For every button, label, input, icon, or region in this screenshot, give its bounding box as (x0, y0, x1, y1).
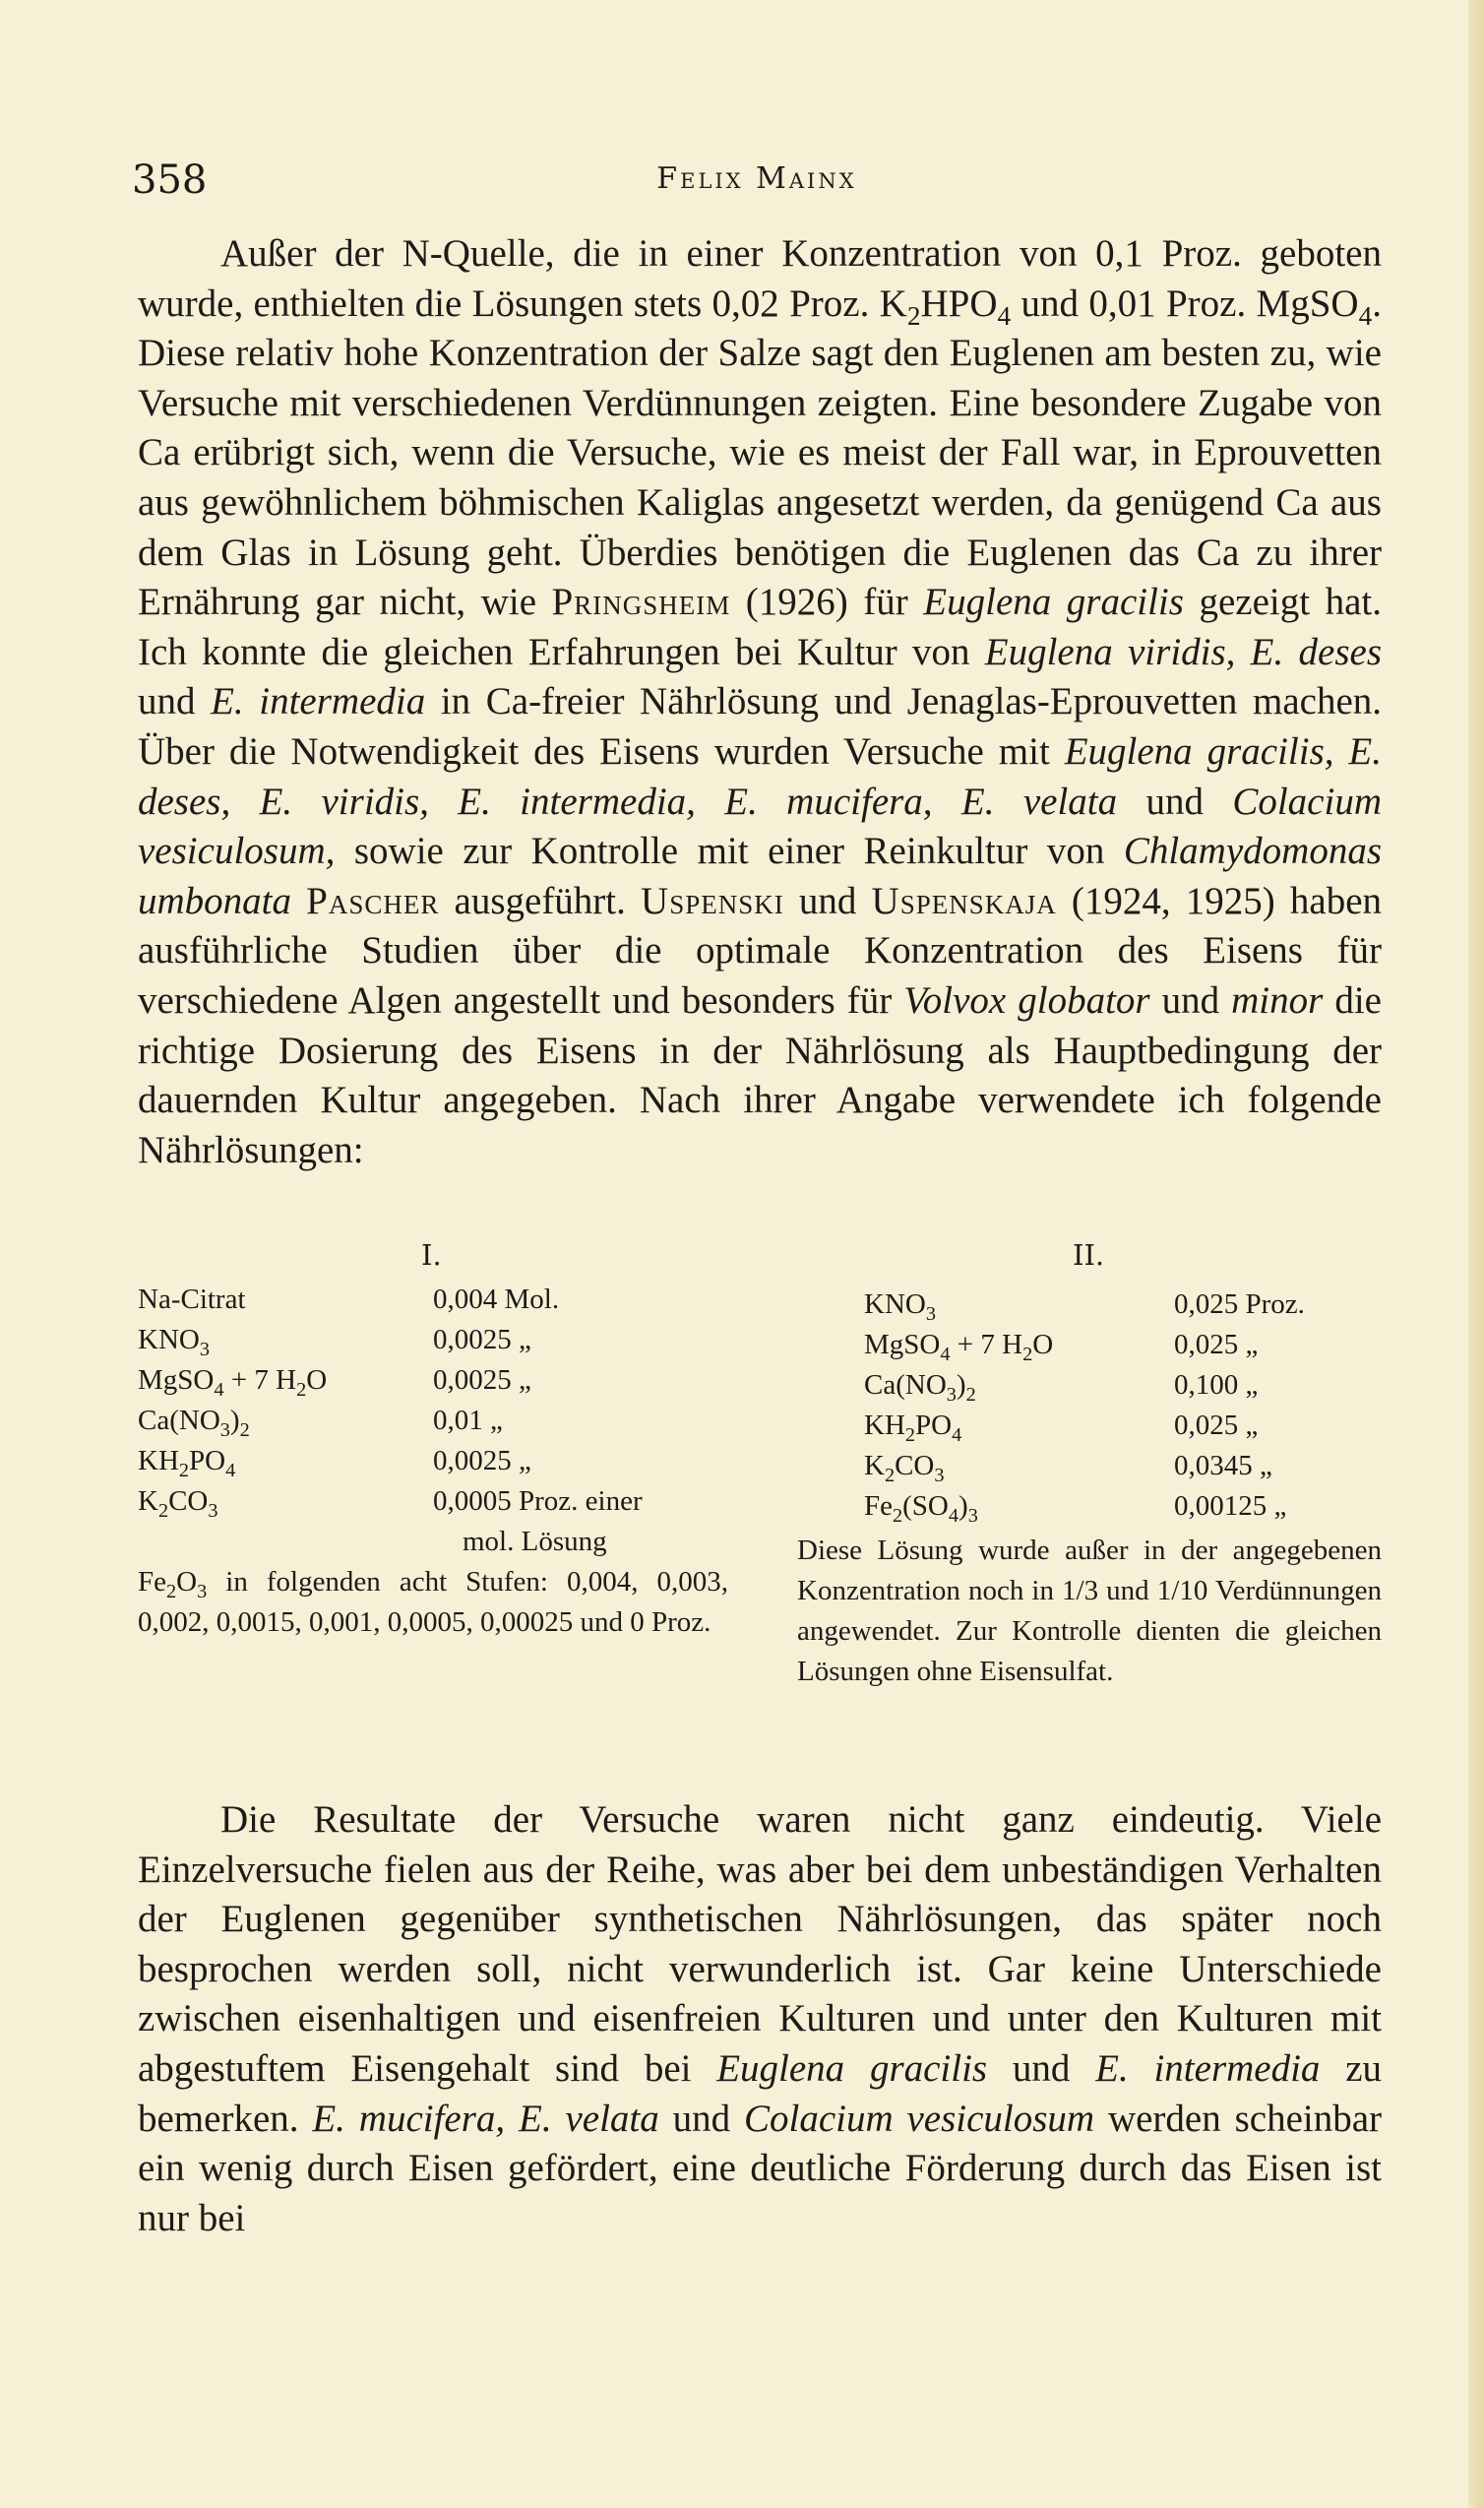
salt-name: MgSO$_4$ + 7 $H_2O$ (864, 1329, 1054, 1365)
salt-name: MgSO$_4$ + 7 $H_2O$ (138, 1364, 328, 1401)
table-row (138, 1441, 643, 1481)
solution-i-note: $Fe_2O_3$ in folgenden acht Stufen: 0,004, 0,003, 0,002, 0,0015, 0,001, 0,0005, 0,00025 und 0 Proz. (138, 1566, 728, 1638)
salt-amount: 0,0025 „ (433, 1364, 531, 1396)
table-row (138, 1280, 643, 1320)
solution-i (138, 1280, 728, 1643)
taxon-name: E. intermedia (211, 680, 426, 723)
taxon-name: Euglena gracilis (716, 2046, 988, 2090)
salt-name: $K_2CO_3$ (864, 1450, 945, 1486)
author-uspenski: Uspenski (641, 879, 784, 922)
salt-amount: 0,0025 „ (433, 1445, 531, 1476)
taxon-list: E. mucifera, E. velata (312, 2097, 659, 2140)
author-pringsheim: Pringsheim (551, 581, 731, 624)
salt-name: $Ca(NO_3)_2$ (138, 1405, 250, 1441)
salt-name: $KH_2PO_4$ (138, 1445, 236, 1481)
taxon-name: minor (1231, 978, 1324, 1022)
salt-amount: 0,0025 „ (433, 1324, 531, 1355)
salt-name: $Fe_2(SO_4)_3$ (864, 1490, 978, 1527)
table-row (797, 1285, 1305, 1325)
page-header (132, 157, 1382, 207)
salt-name: $KNO_3$ (864, 1288, 936, 1325)
table-row (797, 1325, 1305, 1365)
salt-amount: 0,0345 „ (1174, 1450, 1272, 1481)
solution-ii (797, 1285, 1382, 1692)
taxon-name: Volvox globator (903, 978, 1150, 1022)
solution-i-heading: I. (421, 1238, 442, 1272)
taxon-name: Chlamydomonas umbonata (138, 830, 1382, 922)
table-row (138, 1401, 643, 1441)
table-row (797, 1406, 1305, 1446)
salt-name: Na-Citrat (138, 1284, 246, 1315)
paragraph-2-text: Die Resultate der Versuche waren nicht ganz eindeutig. Viele Einzelversuche fielen aus der Reihe, was aber bei dem unbeständigen Verhalten der Euglenen gegenüber synthetischen Nährlösungen, das später noch besprochen werden soll, nicht verwunderlich ist. Gar keine Unterschiede zwischen eisenhaltigen und eisenfreien Kulturen und unter den Kulturen mit abgestuftem Eisengehalt sind bei Euglena gracilis und E. intermedia zu bemerken. E. mucifera, E. velata und Colacium vesiculosum werden scheinbar ein wenig durch Eisen gefördert, eine deutliche Förderung durch das Eisen ist nur bei (138, 1798, 1383, 2239)
taxon-name: Colacium vesiculosum (743, 2097, 1095, 2140)
table-row (797, 1486, 1305, 1527)
solution-i-table (138, 1280, 643, 1522)
salt-name: $Ca(NO_3)_2$ (864, 1369, 976, 1406)
table-row (138, 1481, 643, 1522)
salt-amount: 0,025 Proz. (1174, 1288, 1305, 1320)
salt-amount: 0,00125 „ (1174, 1490, 1287, 1522)
salt-amount: 0,0005 Proz. einer (433, 1485, 643, 1517)
taxon-name: Euglena viridis, E. deses (984, 630, 1383, 673)
salt-amount: 0,025 „ (1174, 1329, 1259, 1360)
table-row (138, 1320, 643, 1360)
solution-ii-note: Diese Lösung wurde außer in der angegebenen Konzentration noch in 1/3 und 1/10 Verdünnungen angewendet. Zur Kontrolle dienten die gleichen Lösungen ohne Eisensulfat. (797, 1535, 1383, 1687)
table-row (797, 1446, 1305, 1486)
paragraph-2 (138, 1795, 1382, 2243)
taxon-name: Euglena gracilis (923, 581, 1184, 624)
author-pascher: Pascher (306, 879, 440, 922)
solution-ii-heading: II. (1073, 1238, 1105, 1272)
salt-name: $KH_2PO_4$ (864, 1410, 962, 1446)
page-edge (1468, 0, 1484, 2508)
salt-amount: 0,01 „ (433, 1405, 503, 1436)
taxon-name: Colacium vesiculosum, (138, 780, 1382, 873)
salt-name: $K_2CO_3$ (138, 1485, 218, 1522)
page-number: 358 (132, 157, 208, 203)
salt-name: $KNO_3$ (138, 1324, 210, 1360)
salt-amount: 0,004 Mol. (433, 1284, 560, 1315)
running-head: Felix Mainx (656, 161, 857, 196)
salt-amount: 0,025 „ (1174, 1410, 1259, 1441)
solution-i-note-a: mol. Lösung (463, 1526, 607, 1557)
solution-ii-table (797, 1285, 1305, 1527)
paragraph-1-text: Außer der N-Quelle, die in einer Konzentration von 0,1 Proz. geboten wurde, enthielten die Lösungen stets 0,02 Proz. $K_2HPO_4$ und 0,01 Proz. MgSO$_4$. Diese relativ hohe Konzentration der Salze sagt den Euglenen am besten zu, wie Versuche mit verschiedenen Verdünnungen zeigten. Eine besondere Zugabe von Ca erübrigt sich, wenn die Versuche, wie es meist der Fall war, in Eprouvetten aus gewöhnlichem böhmischen Kaliglas angesetzt werden, da genügend Ca aus dem Glas in Lösung geht. Überdies benötigen die Euglenen das Ca zu ihrer Ernährung gar nicht, wie Pringsheim (1926) für Euglena gracilis gezeigt hat. Ich konnte die gleichen Erfahrungen bei Kultur von Euglena viridis, E. deses und E. intermedia in Ca-freier Nährlösung und Jenaglas-Eprouvetten machen. Über die Notwendigkeit des Eisens wurden Versuche mit Euglena gracilis, E. deses, E. viridis, E. intermedia, E. mucifera, E. velata und Colacium vesiculosum, sowie zur Kontrolle mit einer Reinkultur von Chlamydomonas umbonata Pascher ausgeführt. Uspenski und Uspenskaja (1924, 1925) haben ausführliche Studien über die optimale Konzentration des Eisens für verschiedene Algen angestellt und besonders für Volvox globator und minor die richtige Dosierung des Eisens in der Nährlösung als Hauptbedingung der dauernden Kultur angegeben. Nach ihrer Angabe verwendete ich folgende Nährlösungen: (138, 232, 1383, 1171)
taxon-list: Euglena gracilis, E. deses, E. viridis, E. intermedia, E. mucifera, E. velata (138, 729, 1382, 823)
table-row (797, 1365, 1305, 1406)
table-row (138, 1360, 643, 1401)
taxon-name: E. intermedia (1095, 2046, 1321, 2090)
author-uspenskaja: Uspenskaja (871, 879, 1057, 922)
paragraph-1 (138, 229, 1382, 1175)
salt-amount: 0,100 „ (1174, 1369, 1259, 1401)
